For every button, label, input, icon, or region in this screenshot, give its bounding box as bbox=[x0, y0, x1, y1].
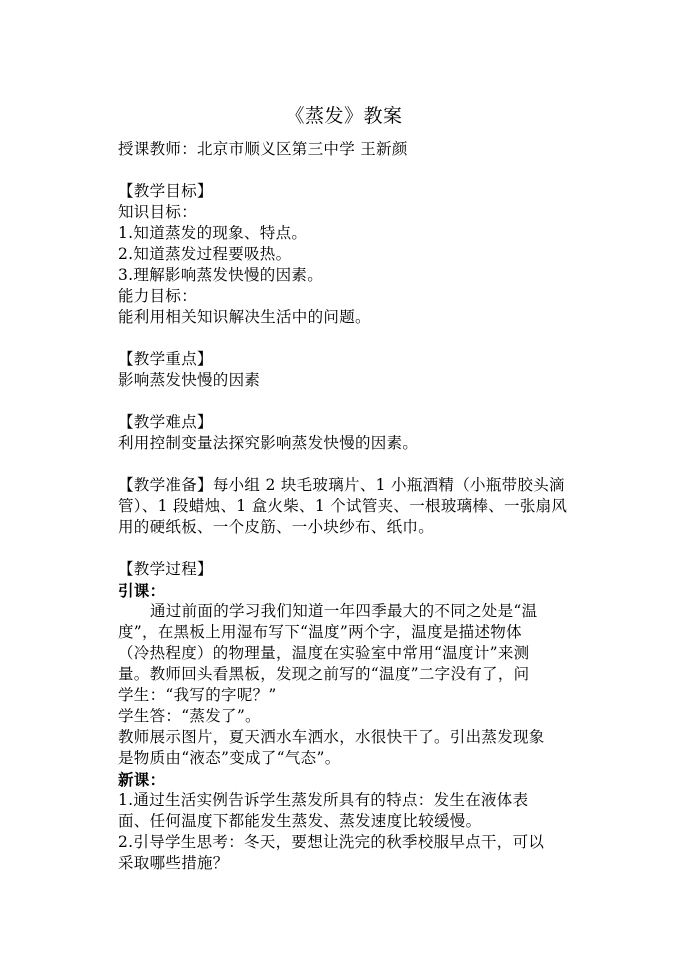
preparation-heading: 【教学准备】 bbox=[118, 476, 213, 494]
intro-line: 量。教师回头看黑板，发现之前写的“温度”二字没有了，问 bbox=[118, 665, 530, 683]
new-lesson-line: 面、任何温度下都能发生蒸发、蒸发速度比较缓慢。 bbox=[118, 812, 482, 830]
intro-line: 通过前面的学习我们知道一年四季最大的不同之处是“温 bbox=[150, 602, 538, 620]
intro-line: 度”，在黑板上用湿布写下“温度”两个字，温度是描述物体 bbox=[118, 623, 522, 641]
new-lesson-line: 1.通过生活实例告诉学生蒸发所具有的特点：发生在液体表 bbox=[118, 791, 529, 809]
intro-line: 是物质由“液态”变成了“气态”。 bbox=[118, 749, 341, 767]
key-point-heading: 【教学重点】 bbox=[118, 350, 213, 368]
new-lesson-label: 新课： bbox=[118, 770, 166, 789]
intro-line: 学生：“我写的字呢？” bbox=[118, 686, 277, 704]
difficulty-text: 利用控制变量法探究影响蒸发快慢的因素。 bbox=[118, 434, 419, 452]
objective-item: 3.理解影响蒸发快慢的因素。 bbox=[118, 266, 323, 284]
new-lesson-line: 采取哪些措施？ bbox=[118, 854, 229, 872]
intro-line: 学生答：“蒸发了”。 bbox=[118, 707, 261, 725]
intro-line: 教师展示图片，夏天洒水车洒水，水很快干了。引出蒸发现象 bbox=[118, 728, 545, 746]
objective-item: 1.知道蒸发的现象、特点。 bbox=[118, 224, 308, 242]
preparation-paragraph bbox=[118, 475, 565, 496]
knowledge-label: 知识目标： bbox=[118, 203, 198, 221]
difficulty-heading: 【教学难点】 bbox=[118, 413, 213, 431]
preparation-line: 每小组 2 块毛玻璃片、1 小瓶酒精（小瓶带胶头滴 bbox=[212, 476, 565, 494]
page-title: 《蒸发》教案 bbox=[285, 105, 403, 127]
new-lesson-line: 2.引导学生思考：冬天，要想让洗完的秋季校服早点干，可以 bbox=[118, 833, 545, 851]
ability-text: 能利用相关知识解决生活中的问题。 bbox=[118, 308, 371, 326]
preparation-line: 管）、1 段蜡烛、1 盒火柴、1 个试管夹、一根玻璃棒、一张扇风 bbox=[118, 497, 568, 515]
teacher-line: 授课教师：北京市顺义区第三中学 王新颜 bbox=[118, 140, 408, 158]
intro-line: （冷热程度）的物理量，温度在实验室中常用“温度计”来测 bbox=[118, 644, 530, 662]
objectives-heading: 【教学目标】 bbox=[118, 182, 213, 200]
process-heading: 【教学过程】 bbox=[118, 560, 213, 578]
objective-item: 2.知道蒸发过程要吸热。 bbox=[118, 245, 292, 263]
intro-label: 引课： bbox=[118, 581, 166, 600]
key-point-text: 影响蒸发快慢的因素 bbox=[118, 371, 261, 389]
ability-label: 能力目标： bbox=[118, 287, 198, 305]
preparation-line: 用的硬纸板、一个皮筋、一小块纱布、纸巾。 bbox=[118, 518, 435, 536]
